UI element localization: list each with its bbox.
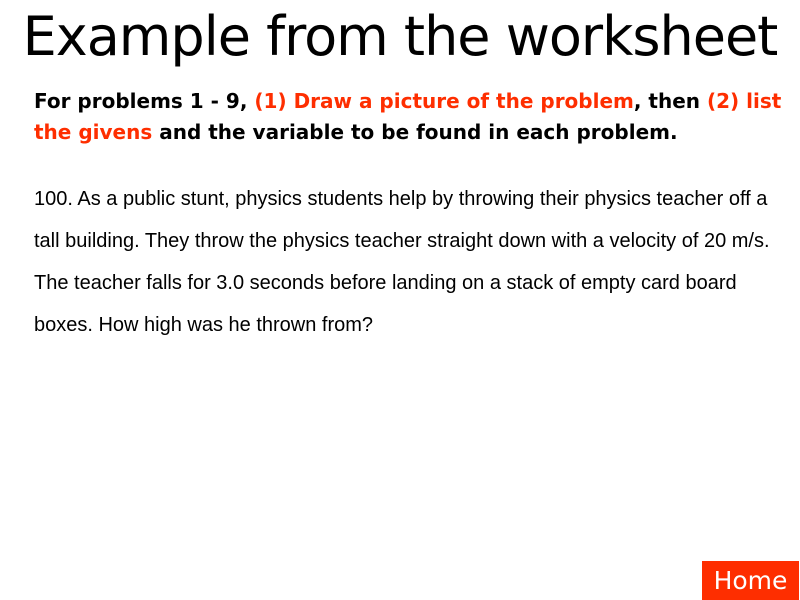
problem-text: 100. As a public stunt, physics students help by throwing their physics teacher off a tall building. They throw the physics teacher straight down with a velocity of 20 m/s. The teacher falls for 3.0 seconds before landing on a stack of empty card board boxes. How high was he thrown from? [34,188,770,336]
instruction-step-2: (2) list the givens [34,89,782,144]
instructions-intro: For problems 1 - 9, [34,89,255,113]
home-button[interactable]: Home [702,561,799,600]
instruction-step-1: (1) Draw a picture of the problem [254,89,634,113]
instructions-ending: and the variable to be found in each problem. [152,120,678,144]
instructions [34,86,784,148]
slide-title: Example from the worksheet [22,5,778,68]
instructions-connector: , then [633,89,707,113]
